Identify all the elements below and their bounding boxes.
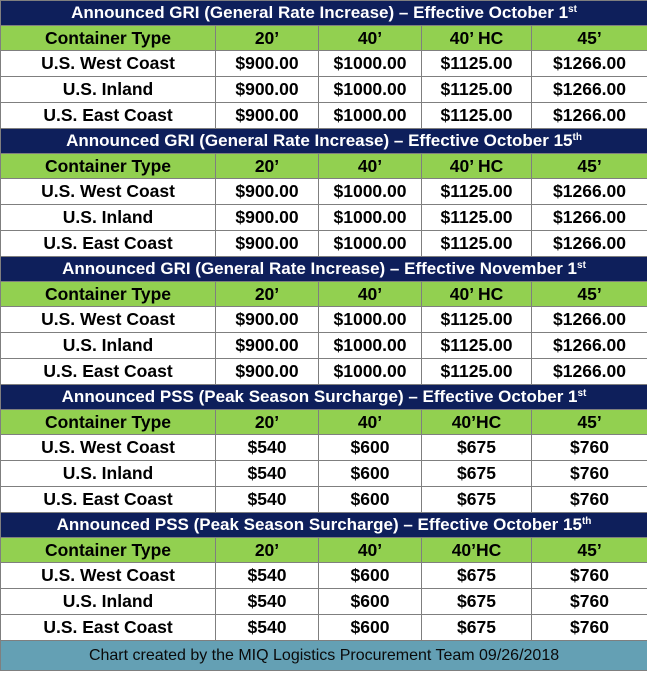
column-header: 20’ <box>216 26 319 51</box>
rate-cell: $1266.00 <box>532 231 647 257</box>
column-header: 45’ <box>532 538 647 563</box>
rate-cell: $1000.00 <box>319 359 422 385</box>
rate-cell: $1266.00 <box>532 205 647 231</box>
region-cell: U.S. East Coast <box>1 615 216 641</box>
table-row <box>1 179 647 205</box>
rate-cell: $1266.00 <box>532 179 647 205</box>
rate-cell: $1000.00 <box>319 307 422 333</box>
rate-cell: $600 <box>319 487 422 513</box>
table-row <box>1 103 647 129</box>
section-title-ordinal: st <box>577 388 587 399</box>
column-header: 40’ HC <box>422 26 532 51</box>
rate-cell: $675 <box>422 615 532 641</box>
column-header: 40’HC <box>422 538 532 563</box>
region-cell: U.S. East Coast <box>1 103 216 129</box>
column-header: 45’ <box>532 410 647 435</box>
rate-cell: $900.00 <box>216 77 319 103</box>
column-header: 40’ <box>319 154 422 179</box>
section-title-ordinal: st <box>568 4 577 15</box>
section-title <box>1 257 647 282</box>
table-row <box>1 77 647 103</box>
section-title <box>1 513 647 538</box>
table-row <box>1 205 647 231</box>
footer-row <box>1 641 647 671</box>
rate-cell: $900.00 <box>216 333 319 359</box>
rate-cell: $760 <box>532 563 647 589</box>
column-header: 45’ <box>532 154 647 179</box>
column-header: 45’ <box>532 282 647 307</box>
rate-cell: $900.00 <box>216 205 319 231</box>
section-title-ordinal: th <box>572 132 582 143</box>
rate-cell: $540 <box>216 435 319 461</box>
rate-cell: $900.00 <box>216 359 319 385</box>
column-header-row <box>1 410 647 435</box>
column-header: Container Type <box>1 282 216 307</box>
column-header: Container Type <box>1 410 216 435</box>
rate-table-body <box>1 1 647 671</box>
column-header-row <box>1 538 647 563</box>
region-cell: U.S. Inland <box>1 589 216 615</box>
column-header: 20’ <box>216 154 319 179</box>
column-header: 40’HC <box>422 410 532 435</box>
rate-cell: $760 <box>532 487 647 513</box>
region-cell: U.S. East Coast <box>1 487 216 513</box>
rate-cell: $675 <box>422 435 532 461</box>
column-header: 45’ <box>532 26 647 51</box>
rate-cell: $675 <box>422 461 532 487</box>
column-header: 40’ <box>319 282 422 307</box>
section-title-text: Announced GRI (General Rate Increase) – Effective October 15 <box>66 131 573 150</box>
column-header: 20’ <box>216 538 319 563</box>
rate-cell: $600 <box>319 563 422 589</box>
region-cell: U.S. Inland <box>1 205 216 231</box>
region-cell: U.S. West Coast <box>1 51 216 77</box>
rate-cell: $1125.00 <box>422 103 532 129</box>
section-title-row <box>1 513 647 538</box>
table-row <box>1 563 647 589</box>
rate-cell: $1266.00 <box>532 103 647 129</box>
rate-cell: $1125.00 <box>422 77 532 103</box>
column-header-row <box>1 282 647 307</box>
column-header: 20’ <box>216 282 319 307</box>
region-cell: U.S. Inland <box>1 333 216 359</box>
section-title <box>1 385 647 410</box>
column-header: 20’ <box>216 410 319 435</box>
section-title-ordinal: th <box>581 516 592 527</box>
table-row <box>1 461 647 487</box>
rate-cell: $900.00 <box>216 103 319 129</box>
rate-cell: $1125.00 <box>422 333 532 359</box>
rate-cell: $600 <box>319 461 422 487</box>
rate-cell: $1000.00 <box>319 77 422 103</box>
rate-cell: $1125.00 <box>422 51 532 77</box>
column-header: Container Type <box>1 538 216 563</box>
rate-cell: $900.00 <box>216 51 319 77</box>
table-row <box>1 589 647 615</box>
rate-cell: $1125.00 <box>422 231 532 257</box>
rate-cell: $900.00 <box>216 179 319 205</box>
region-cell: U.S. Inland <box>1 77 216 103</box>
rate-cell: $540 <box>216 563 319 589</box>
section-title-row <box>1 129 647 154</box>
rate-cell: $1125.00 <box>422 307 532 333</box>
rate-cell: $1000.00 <box>319 205 422 231</box>
section-title-text: Announced PSS (Peak Season Surcharge) – Effective October 15 <box>56 515 582 534</box>
table-row <box>1 307 647 333</box>
rate-cell: $675 <box>422 487 532 513</box>
rate-cell: $760 <box>532 461 647 487</box>
column-header: Container Type <box>1 26 216 51</box>
rate-cell: $600 <box>319 435 422 461</box>
column-header: 40’ <box>319 26 422 51</box>
column-header: Container Type <box>1 154 216 179</box>
rate-cell: $1266.00 <box>532 77 647 103</box>
region-cell: U.S. West Coast <box>1 179 216 205</box>
rate-cell: $540 <box>216 487 319 513</box>
rate-cell: $760 <box>532 435 647 461</box>
column-header-row <box>1 26 647 51</box>
rate-cell: $1000.00 <box>319 103 422 129</box>
column-header: 40’ HC <box>422 282 532 307</box>
rate-cell: $1266.00 <box>532 307 647 333</box>
table-row <box>1 435 647 461</box>
rate-cell: $760 <box>532 589 647 615</box>
column-header: 40’ <box>319 410 422 435</box>
rate-cell: $1266.00 <box>532 333 647 359</box>
table-row <box>1 231 647 257</box>
rate-cell: $540 <box>216 461 319 487</box>
rate-cell: $760 <box>532 615 647 641</box>
section-title-row <box>1 385 647 410</box>
rate-cell: $1125.00 <box>422 179 532 205</box>
column-header: 40’ <box>319 538 422 563</box>
rate-cell: $675 <box>422 563 532 589</box>
rate-cell: $600 <box>319 615 422 641</box>
rate-cell: $1266.00 <box>532 359 647 385</box>
region-cell: U.S. West Coast <box>1 563 216 589</box>
rate-cell: $900.00 <box>216 307 319 333</box>
section-title-text: Announced GRI (General Rate Increase) – Effective October 1 <box>71 3 569 22</box>
column-header-row <box>1 154 647 179</box>
rate-cell: $600 <box>319 589 422 615</box>
rate-cell: $1000.00 <box>319 51 422 77</box>
rate-cell: $900.00 <box>216 231 319 257</box>
section-title-ordinal: st <box>577 260 586 271</box>
table-row <box>1 487 647 513</box>
section-title-row <box>1 257 647 282</box>
region-cell: U.S. Inland <box>1 461 216 487</box>
rate-cell: $1000.00 <box>319 231 422 257</box>
rate-cell: $1125.00 <box>422 205 532 231</box>
region-cell: U.S. East Coast <box>1 359 216 385</box>
table-row <box>1 51 647 77</box>
footer-credit: Chart created by the MIQ Logistics Procurement Team 09/26/2018 <box>1 641 647 671</box>
rate-cell: $1125.00 <box>422 359 532 385</box>
region-cell: U.S. West Coast <box>1 307 216 333</box>
region-cell: U.S. West Coast <box>1 435 216 461</box>
rate-cell: $540 <box>216 589 319 615</box>
rate-cell: $1266.00 <box>532 51 647 77</box>
rate-cell: $1000.00 <box>319 333 422 359</box>
section-title <box>1 129 647 154</box>
table-row <box>1 615 647 641</box>
table-row <box>1 359 647 385</box>
section-title-row <box>1 1 647 26</box>
column-header: 40’ HC <box>422 154 532 179</box>
table-row <box>1 333 647 359</box>
section-title <box>1 1 647 26</box>
rate-cell: $675 <box>422 589 532 615</box>
rate-cell: $1000.00 <box>319 179 422 205</box>
region-cell: U.S. East Coast <box>1 231 216 257</box>
section-title-text: Announced PSS (Peak Season Surcharge) – Effective October 1 <box>61 387 578 406</box>
section-title-text: Announced GRI (General Rate Increase) – Effective November 1 <box>62 259 578 278</box>
rate-cell: $540 <box>216 615 319 641</box>
